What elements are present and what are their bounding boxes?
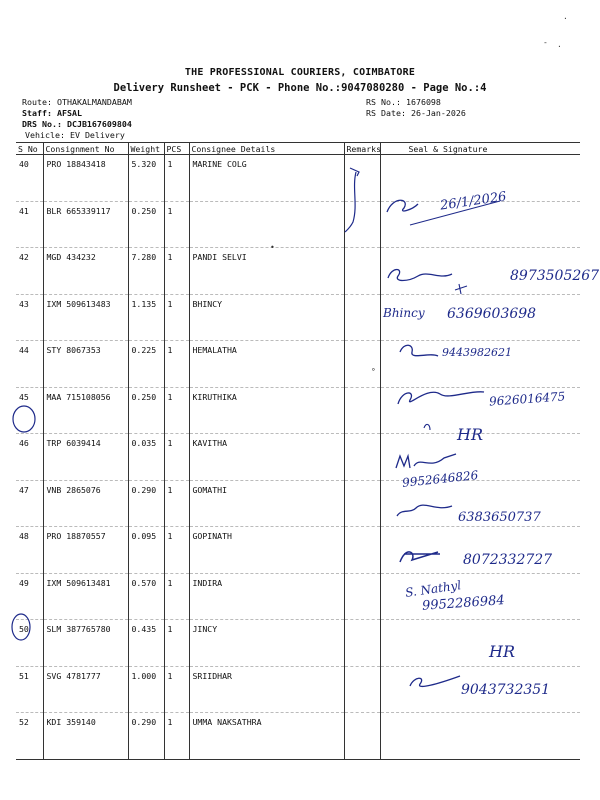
consignment-no: PRO 18870557 (43, 527, 128, 574)
handwritten-phone-52: 9043732351 (461, 682, 551, 698)
sno: 42 (16, 248, 43, 295)
consignment-no: VNB 2865076 (43, 480, 128, 527)
sno: 45 (16, 387, 43, 434)
sno: 49 (16, 573, 43, 620)
pcs: 1 (164, 294, 189, 341)
remarks (344, 248, 380, 295)
weight: 1.000 (128, 666, 164, 713)
pcs: 1 (164, 434, 189, 481)
consignment-no: KDI 359140 (43, 713, 128, 760)
table-header-row (16, 143, 580, 155)
table-row (16, 248, 580, 295)
pcs: 1 (164, 155, 189, 202)
pcs: 1 (164, 666, 189, 713)
weight: 7.280 (128, 248, 164, 295)
consignment-no: IXM 509613481 (43, 573, 128, 620)
col-pcs: PCS (164, 143, 189, 155)
sno: 47 (16, 480, 43, 527)
consignee: KIRUTHIKA (189, 387, 344, 434)
consignment-no: MAA 715108056 (43, 387, 128, 434)
consignee (189, 201, 344, 248)
consignment-no: BLR 665339117 (43, 201, 128, 248)
handwritten-initials-52: HR (489, 642, 515, 661)
handwritten-phone-48: 9952646826 (401, 468, 479, 490)
col-signature: Seal & Signature (380, 143, 580, 155)
col-consignment: Consignment No (43, 143, 128, 155)
sno: 51 (16, 666, 43, 713)
remarks (344, 387, 380, 434)
table-row (16, 201, 580, 248)
handwritten-name-51: S. Nathyl (404, 578, 462, 600)
pcs: 1 (164, 573, 189, 620)
sno: 40 (16, 155, 43, 202)
weight: 0.095 (128, 527, 164, 574)
consignee: GOPINATH (189, 527, 344, 574)
weight: 1.135 (128, 294, 164, 341)
print-speck: · (563, 14, 568, 23)
weight: 5.320 (128, 155, 164, 202)
handwritten-phone-50: 8072332727 (463, 552, 553, 568)
consignee: JINCY (189, 620, 344, 667)
col-consignee: Consignee Details (189, 143, 344, 155)
pcs: 1 (164, 713, 189, 760)
consignee: INDIRA (189, 573, 344, 620)
signature-cell (380, 620, 580, 667)
weight: 0.035 (128, 434, 164, 481)
pcs: 1 (164, 527, 189, 574)
remarks (344, 434, 380, 481)
weight: 0.290 (128, 713, 164, 760)
consignee: KAVITHA (189, 434, 344, 481)
consignee: MARINE COLG (189, 155, 344, 202)
remarks (344, 666, 380, 713)
consignee: GOMATHI (189, 480, 344, 527)
print-speck: · (557, 42, 562, 51)
handwritten-phone-51: 9952286984 (421, 593, 506, 614)
runsheet-table (16, 142, 580, 760)
table-row (16, 713, 580, 760)
handwritten-phone-45: 9443982621 (442, 346, 512, 359)
weight: 0.290 (128, 480, 164, 527)
sno: 46 (16, 434, 43, 481)
runsheet-title: Delivery Runsheet - PCK - Phone No.:9047080280 - Page No.:4 (113, 82, 487, 94)
consignee: SRIIDHAR (189, 666, 344, 713)
pcs: 1 (164, 480, 189, 527)
pcs: 1 (164, 341, 189, 388)
rs-number: RS No.: 1676098 (366, 97, 441, 107)
rs-date: RS Date: 26-Jan-2026 (366, 108, 466, 118)
pcs: 1 (164, 387, 189, 434)
sno: 48 (16, 527, 43, 574)
pcs: 1 (164, 201, 189, 248)
handwritten-phone-43: 8973505267 (510, 268, 600, 284)
remarks (344, 341, 380, 388)
remarks (344, 713, 380, 760)
handwritten-date: 26/1/2026 (439, 189, 508, 214)
remarks (344, 480, 380, 527)
remarks (344, 201, 380, 248)
remarks (344, 573, 380, 620)
print-speck: • (270, 243, 275, 252)
consignment-no: PRO 18843418 (43, 155, 128, 202)
handwritten-initials-47: HR (457, 425, 483, 444)
col-remarks: Remarks (344, 143, 380, 155)
consignment-no: SVG 4781777 (43, 666, 128, 713)
pcs: 1 (164, 248, 189, 295)
signature-cell (380, 713, 580, 760)
consignment-no: STY 8067353 (43, 341, 128, 388)
vehicle-label: Vehicle: EV Delivery (25, 130, 125, 140)
remarks (344, 527, 380, 574)
weight: 0.250 (128, 387, 164, 434)
col-weight: Weight (128, 143, 164, 155)
drs-number: DRS No.: DCJB167609804 (22, 119, 132, 129)
company-name: THE PROFESSIONAL COURIERS, COIMBATORE (184, 67, 416, 78)
consignment-no: MGD 434232 (43, 248, 128, 295)
consignment-no: TRP 6039414 (43, 434, 128, 481)
table-row (16, 434, 580, 481)
consignee: BHINCY (189, 294, 344, 341)
handwritten-phone-46: 9626016475 (488, 389, 566, 409)
weight: 0.435 (128, 620, 164, 667)
consignee: UMMA NAKSATHRA (189, 713, 344, 760)
handwritten-phone-49: 6383650737 (458, 510, 541, 525)
sno: 41 (16, 201, 43, 248)
staff-label: Staff: AFSAL (22, 108, 82, 118)
consignee: HEMALATHA (189, 341, 344, 388)
handwritten-phone-44: 6369603698 (447, 306, 537, 322)
consignment-no: SLM 387765780 (43, 620, 128, 667)
pcs: 1 (164, 620, 189, 667)
remarks (344, 155, 380, 202)
sno: 44 (16, 341, 43, 388)
weight: 0.225 (128, 341, 164, 388)
consignee: PANDI SELVI (189, 248, 344, 295)
print-speck: - (543, 38, 548, 47)
sno: 50 (16, 620, 43, 667)
handwritten-name-43: Bhincy (383, 306, 425, 320)
weight: 0.570 (128, 573, 164, 620)
print-speck: ∘ (371, 365, 376, 374)
sno: 52 (16, 713, 43, 760)
weight: 0.250 (128, 201, 164, 248)
consignment-no: IXM 509613483 (43, 294, 128, 341)
route-label: Route: OTHAKALMANDABAM (22, 97, 132, 107)
remarks (344, 294, 380, 341)
remarks (344, 620, 380, 667)
col-sno: S No (16, 143, 43, 155)
sno: 43 (16, 294, 43, 341)
